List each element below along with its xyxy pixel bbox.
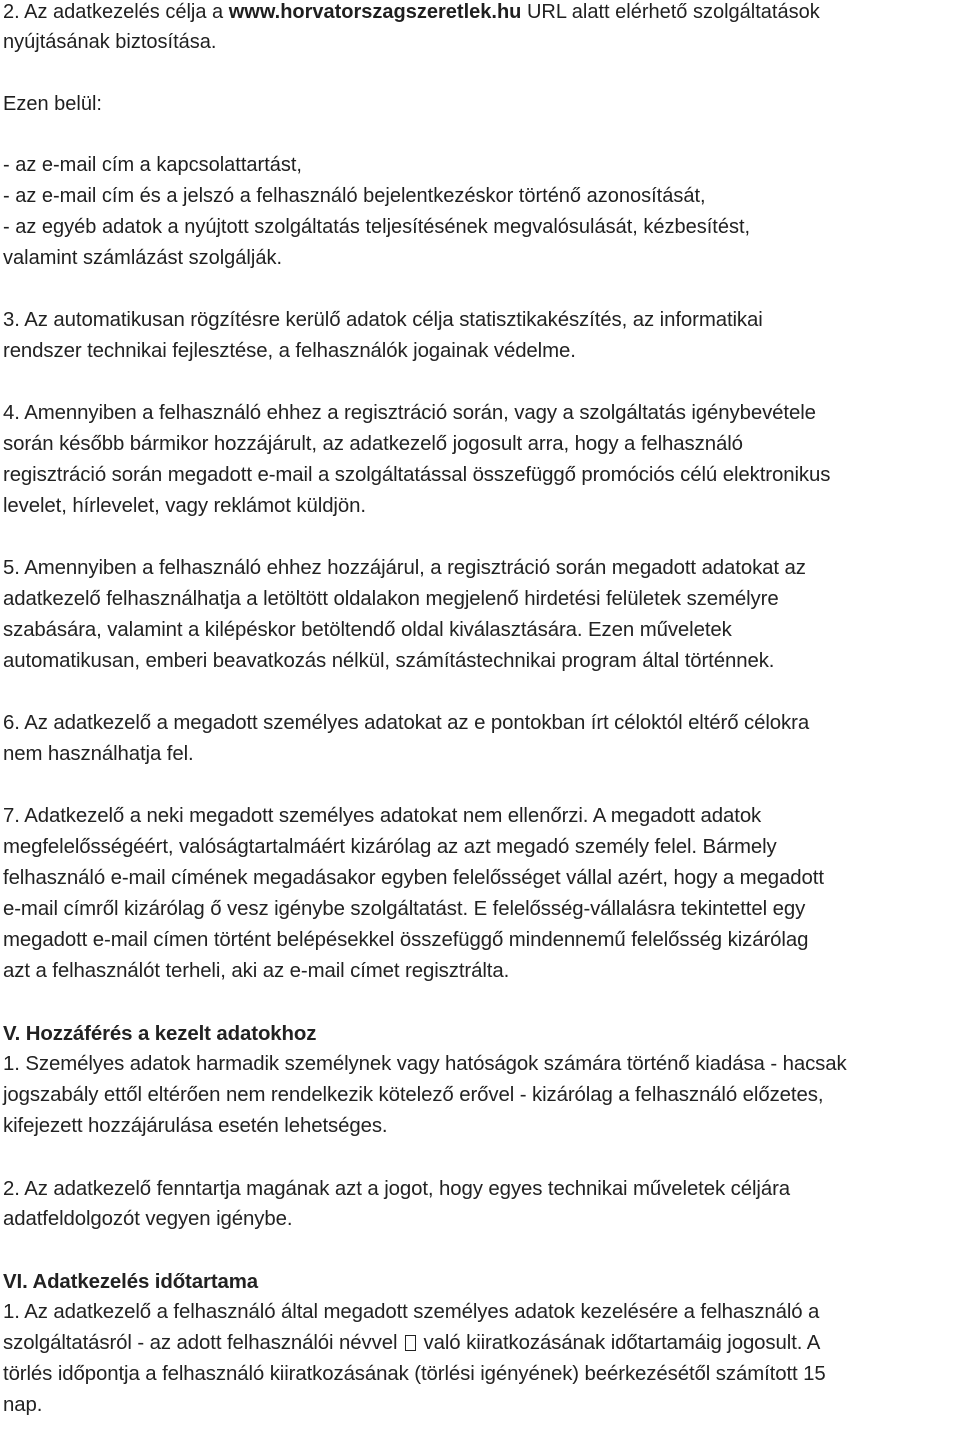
paragraph-4-line-4: levelet, hírlevelet, vagy reklámot küldjön. bbox=[3, 495, 366, 517]
text-run: való kiiratkozásának időtartamáig jogosult. A bbox=[423, 1332, 821, 1354]
paragraph-5-line-4: automatikusan, emberi beavatkozás nélkül, számítástechnikai program által történnek. bbox=[3, 650, 775, 672]
paragraph-4-line-3: regisztráció során megadott e-mail a szolgáltatással összefüggő promóciós célú elektronikus bbox=[3, 464, 831, 486]
paragraph-6-line-2: nem használhatja fel. bbox=[3, 743, 194, 765]
section-vi-item-1-line-2 bbox=[3, 1328, 820, 1359]
paragraph-7-line-6: azt a felhasználót terheli, aki az e-mail címet regisztrálta. bbox=[3, 960, 510, 982]
paragraph-2-line-2: nyújtásának biztosítása. bbox=[3, 31, 217, 53]
list-item-email-password: - az e-mail cím és a jelszó a felhasználó bejelentkezéskor történő azonosítását, bbox=[3, 185, 706, 207]
paragraph-2-line-1 bbox=[3, 0, 820, 28]
section-v-item-1-line-3: kifejezett hozzájárulása esetén lehetséges. bbox=[3, 1115, 388, 1137]
section-v-item-1-line-2: jogszabály ettől eltérően nem rendelkezik kötelező erővel - kizárólag a felhasználó előzetes, bbox=[3, 1084, 824, 1106]
paragraph-7-line-2: megfelelősségéért, valóságtartalmáért kizárólag az azt megadó személy felel. Bármely bbox=[3, 836, 777, 858]
url-text: www.horvatorszagszeretlek.hu bbox=[228, 1, 522, 23]
paragraph-7-line-1: 7. Adatkezelő a neki megadott személyes adatokat nem ellenőrzi. A megadott adatok bbox=[3, 805, 762, 827]
paragraph-5-line-1: 5. Amennyiben a felhasználó ehhez hozzájárul, a regisztráció során megadott adatokat az bbox=[3, 557, 806, 579]
paragraph-6-line-1: 6. Az adatkezelő a megadott személyes adatokat az e pontokban írt céloktól eltérő célokra bbox=[3, 712, 810, 734]
text-run: URL alatt elérhető szolgáltatások bbox=[521, 1, 820, 23]
text-run: 2. Az adatkezelés célja a bbox=[3, 1, 229, 23]
section-v-item-1-line-1: 1. Személyes adatok harmadik személynek vagy hatóságok számára történő kiadása - hacsak bbox=[3, 1053, 847, 1075]
list-item-other-data: - az egyéb adatok a nyújtott szolgáltatás teljesítésének megvalósulását, kézbesítést, bbox=[3, 216, 751, 238]
list-item-other-data-cont: valamint számlázást szolgálják. bbox=[3, 247, 282, 269]
section-vi-heading: VI. Adatkezelés időtartama bbox=[3, 1271, 259, 1293]
section-vi-item-1-line-4: nap. bbox=[3, 1394, 43, 1416]
paragraph-7-line-3: felhasználó e-mail címének megadásakor egyben felelősséget vállal azért, hogy a megadott bbox=[3, 867, 824, 889]
paragraph-4-line-2: során később bármikor hozzájárult, az adatkezelő jogosult arra, hogy a felhasználó bbox=[3, 433, 743, 455]
paragraph-5-line-3: szabására, valamint a kilépéskor betöltendő oldal kiválasztására. Ezen műveletek bbox=[3, 619, 732, 641]
paragraph-4-line-1: 4. Amennyiben a felhasználó ehhez a regisztráció során, vagy a szolgáltatás igénybevétele bbox=[3, 402, 816, 424]
section-v-item-2-line-2: adatfeldolgozót vegyen igénybe. bbox=[3, 1208, 293, 1230]
paragraph-3-line-2: rendszer technikai fejlesztése, a felhasználók jogainak védelme. bbox=[3, 340, 576, 362]
section-v-item-2-line-1: 2. Az adatkezelő fenntartja magának azt a jogot, hogy egyes technikai műveletek céljára bbox=[3, 1178, 791, 1200]
text-run: szolgáltatásról - az adott felhasználói névvel bbox=[3, 1332, 398, 1354]
paragraph-3-line-1: 3. Az automatikusan rögzítésre kerülő adatok célja statisztikakészítés, az informatikai bbox=[3, 309, 763, 331]
paragraph-5-line-2: adatkezelő felhasználhatja a letöltött oldalakon megjelenő hirdetési felületek személyre bbox=[3, 588, 779, 610]
section-vi-item-1-line-1: 1. Az adatkezelő a felhasználó által megadott személyes adatok kezelésére a felhasználó a bbox=[3, 1301, 820, 1323]
section-vi-item-1-line-3: törlés időpontja a felhasználó kiiratkozásának (törlési igényének) beérkezésétől számított 15 bbox=[3, 1363, 826, 1385]
missing-glyph-icon bbox=[405, 1335, 416, 1351]
paragraph-7-line-4: e-mail címről kizárólag ő vesz igénybe szolgáltatást. E felelősség-vállalásra tekintettel egy bbox=[3, 898, 806, 920]
list-item-email-contact: - az e-mail cím a kapcsolattartást, bbox=[3, 154, 302, 176]
paragraph-2-intro: Ezen belül: bbox=[3, 93, 102, 115]
paragraph-7-line-5: megadott e-mail címen történt belépésekkel összefüggő mindennemű felelősség kizárólag bbox=[3, 929, 809, 951]
section-v-heading: V. Hozzáférés a kezelt adatokhoz bbox=[3, 1023, 317, 1045]
